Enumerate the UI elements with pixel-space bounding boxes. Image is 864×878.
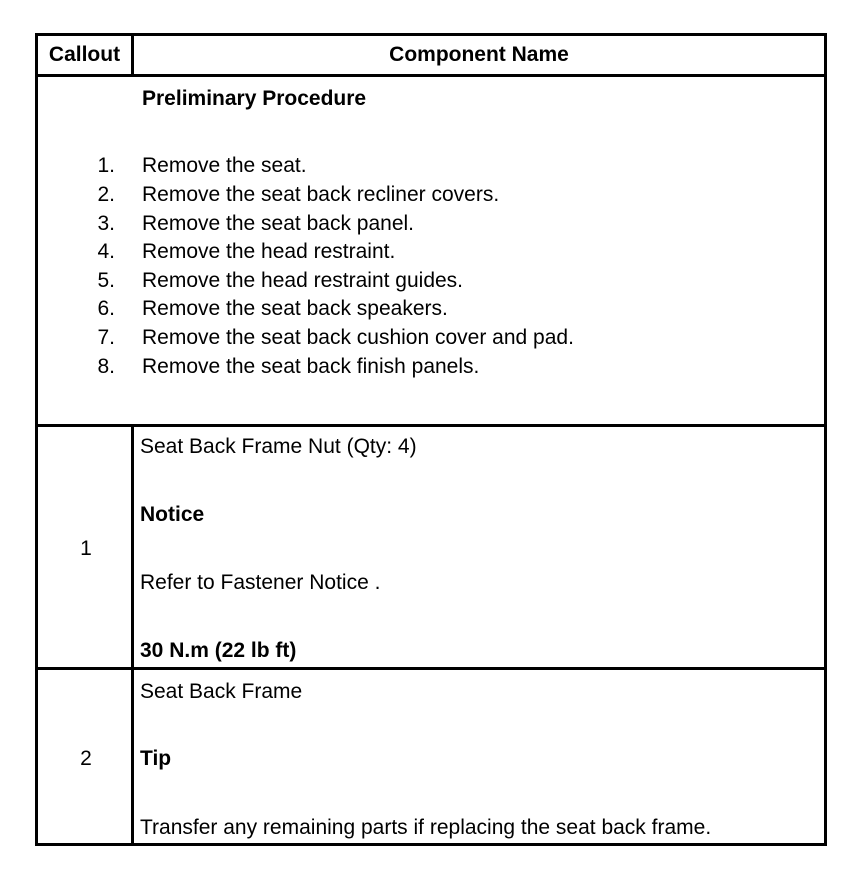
notice-title: Notice [140,503,205,526]
step-number: 4. [97,240,115,263]
torque-spec: 30 N.m (22 lb ft) [140,639,297,662]
callout-header: Callout [48,43,121,66]
step-text: Remove the seat back cushion cover and pad. [142,326,574,349]
step-text: Remove the seat back finish panels. [142,355,480,378]
tip-text: Transfer any remaining parts if replacing the seat back frame. [140,816,712,839]
step-text: Remove the seat back recliner covers. [142,183,500,206]
row-divider-preliminary [38,424,824,427]
step-number: 5. [97,269,115,292]
notice-text: Refer to Fastener Notice . [140,571,381,594]
step-number: 2. [97,183,115,206]
row-divider-1 [38,667,824,670]
column-divider [131,424,134,843]
step-text: Remove the head restraint guides. [142,269,464,292]
step-number: 7. [97,326,115,349]
callout-number: 1 [80,537,92,560]
step-text: Remove the seat. [142,154,307,177]
step-text: Remove the seat back speakers. [142,297,448,320]
step-number: 3. [97,212,115,235]
component-name-header: Component Name [389,43,569,66]
component-name: Seat Back Frame [140,680,303,703]
component-name: Seat Back Frame Nut (Qty: 4) [140,435,417,458]
header-divider [38,74,824,77]
step-text: Remove the head restraint. [142,240,396,263]
component-table [35,33,827,846]
tip-title: Tip [140,747,172,770]
step-text: Remove the seat back panel. [142,212,414,235]
preliminary-title: Preliminary Procedure [142,87,367,110]
step-number: 1. [97,154,115,177]
callout-number: 2 [80,747,92,770]
step-number: 6. [97,297,115,320]
step-number: 8. [97,355,115,378]
